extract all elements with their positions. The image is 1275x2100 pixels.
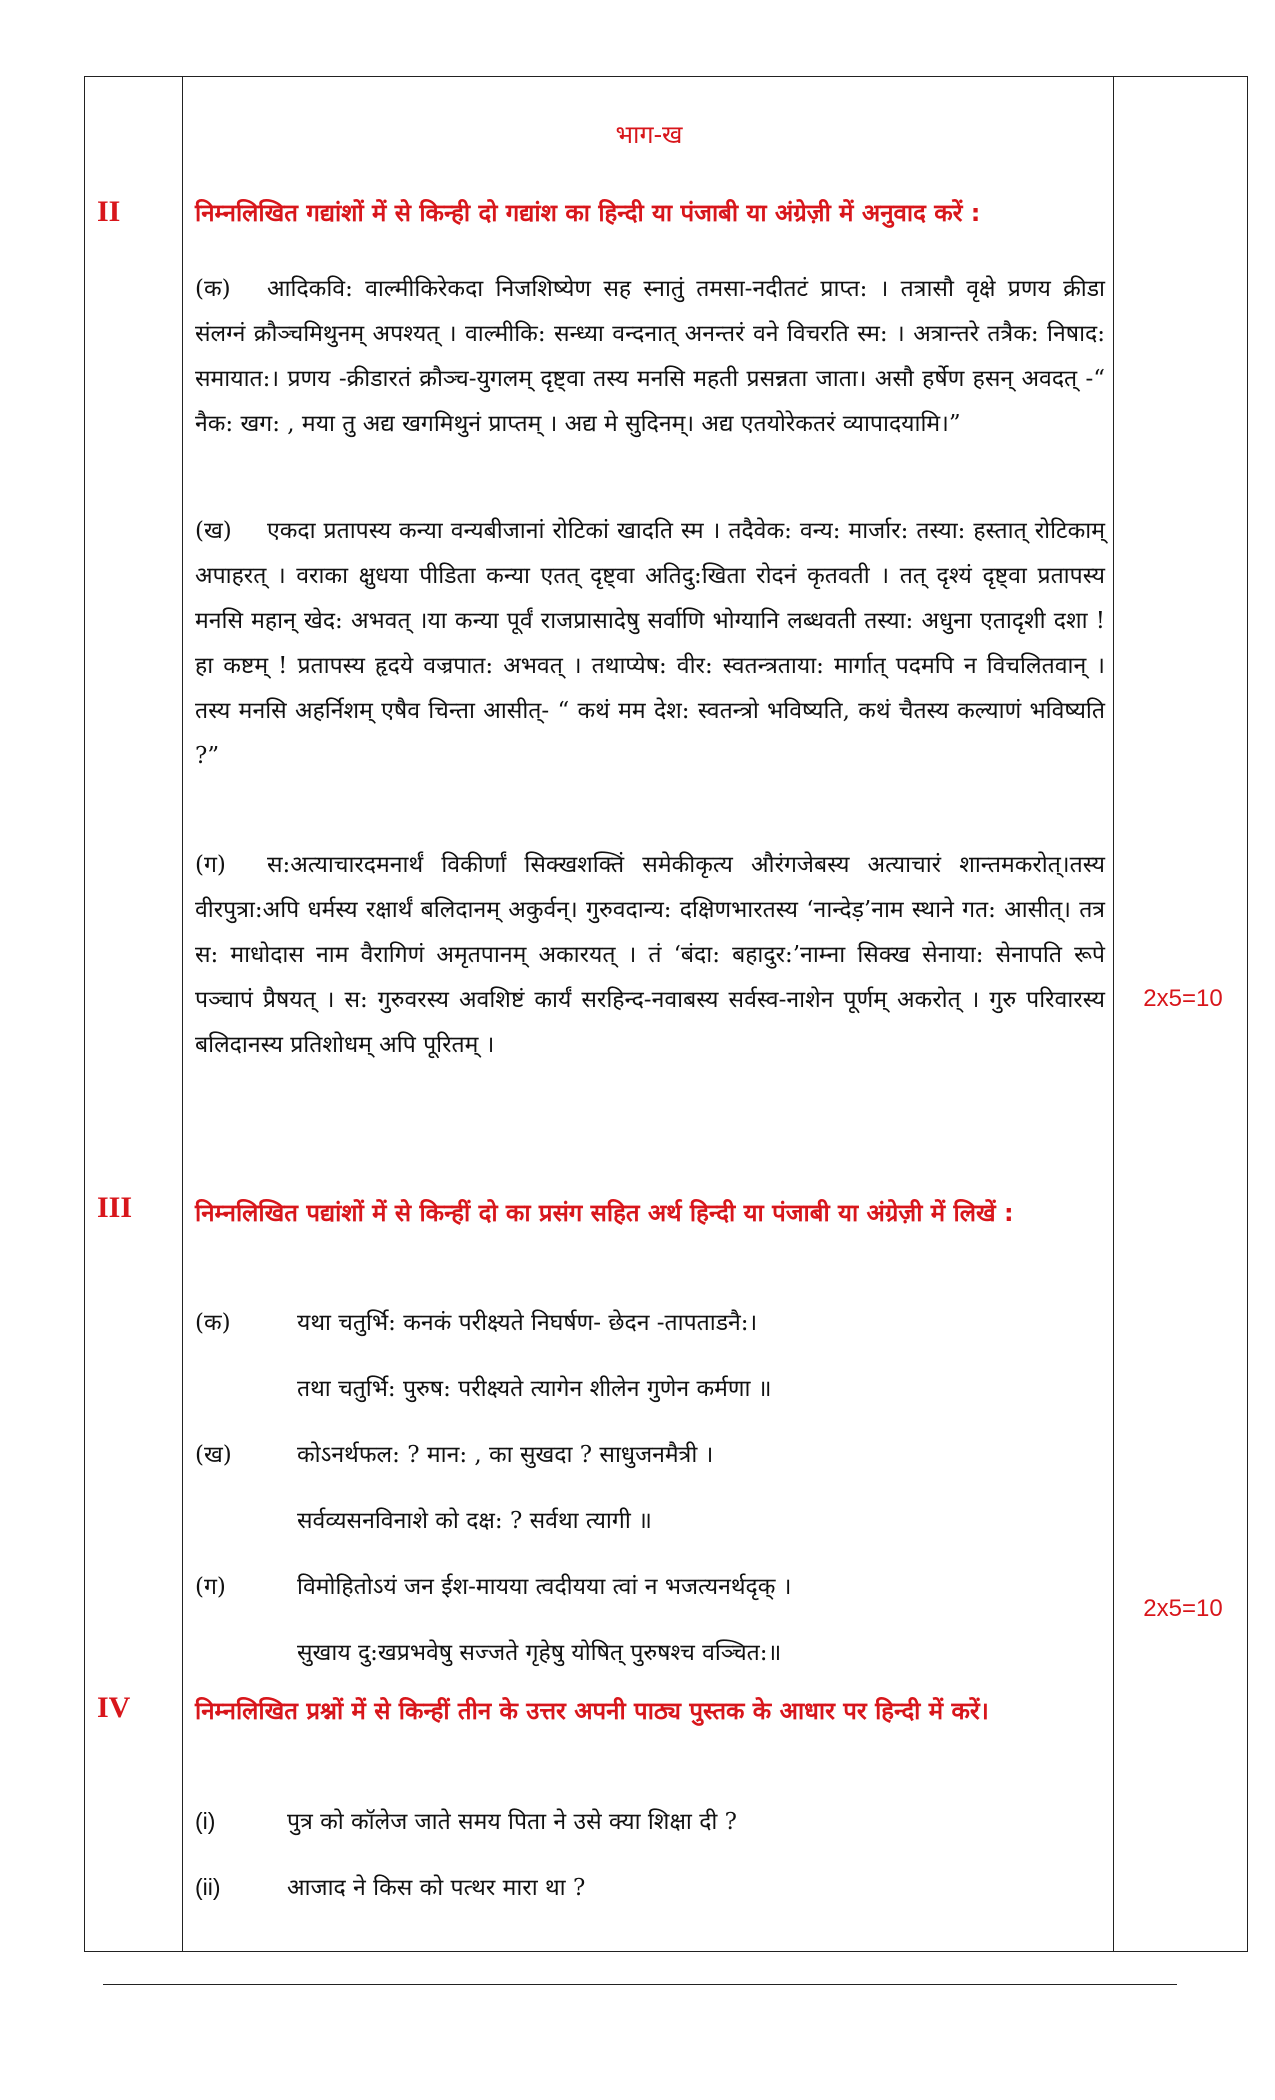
question-number-iv: IV — [97, 1691, 131, 1724]
passage-ka — [195, 267, 1105, 447]
verse-ka-line1 — [195, 1301, 1105, 1346]
passage-label: (क) — [195, 276, 231, 302]
verse-label: (क) — [195, 1310, 231, 1336]
verse-kha-line2: सर्वव्यसनविनाशे को दक्ष: ? सर्वथा त्यागी ॥ — [297, 1508, 652, 1534]
verse-text: यथा चतुर्भि: कनकं परीक्ष्यते निघर्षण- छेदन -तापताडनै:। — [297, 1310, 758, 1336]
question-number-iii: III — [97, 1191, 133, 1224]
column-divider-left — [182, 77, 183, 1951]
q3-heading: निम्नलिखित पद्यांशों में से किन्हीं दो का प्रसंग सहित अर्थ हिन्दी या पंजाबी या अंग्रेज़ी में लिखें : — [195, 1199, 1014, 1227]
question-table — [84, 76, 1248, 1952]
verse-ga-line2: सुखाय दु:खप्रभवेषु सज्जते गृहेषु योषित् पुरुषश्च वञ्चित:॥ — [297, 1640, 782, 1666]
verse-text: कोऽनर्थफल: ? मान: , का सुखदा ? साधुजनमैत्री । — [297, 1442, 714, 1468]
question-i — [195, 1799, 1105, 1845]
page-bottom-rule — [103, 1984, 1177, 1985]
q2-heading: निम्नलिखित गद्यांशों में से किन्ही दो गद्यांश का हिन्दी या पंजाबी या अंग्रेज़ी में अनुवाद करें : — [195, 199, 981, 227]
question-number-ii: II — [97, 195, 121, 228]
verse-ka-line2: तथा चतुर्भि: पुरुष: परीक्ष्यते त्यागेन शीलेन गुणेन कर्मणा ॥ — [297, 1376, 772, 1402]
verse-label: (ग) — [195, 1574, 226, 1600]
question-ii — [195, 1865, 1105, 1911]
passage-text: स:अत्याचारदमनार्थं विकीर्णां सिक्खशक्तिं समेकीकृत्य औरंगजेबस्य अत्याचारं शान्तमकरोत्।तस्य वीरपुत्रा:अपि धर्मस्य रक्षार्थं बलिदानम् अकुर्वन्। गुरुवदान्य: दक्षिणभारतस्य ‘नान्देड़’नाम स्थाने गत: आसीत्। तत्र स: माधोदास नाम वैरागिणं अमृतपानम् अकारयत् । तं ‘बंदा: बहादुर:’नाम्ना सिक्ख सेनाया: सेनापति रूपे पञ्चापं प्रैषयत् । स: गुरुवरस्य अवशिष्टं कार्यं सरहिन्द-नवाबस्य सर्वस्व-नाशेन पूर्णम् अकरोत् । गुरु परिवारस्य बलिदानस्य प्रतिशोधम् अपि पूरितम् । — [195, 852, 1105, 1058]
section-title: भाग-ख — [615, 120, 683, 149]
verse-text: विमोहितोऽयं जन ईश-मायया त्वदीयया त्वां न भजत्यनर्थदृक् । — [297, 1574, 792, 1600]
q4-heading: निम्नलिखित प्रश्नों में से किन्हीं तीन के उत्तर अपनी पाठ्य पुस्तक के आधार पर हिन्दी में करें। — [195, 1697, 989, 1725]
passage-label: (ग) — [195, 852, 226, 878]
passage-label: (ख) — [195, 518, 232, 544]
marks-q3: 2x5=10 — [1143, 1595, 1223, 1622]
passage-text: आदिकवि: वाल्मीकिरेकदा निजशिष्येण सह स्नातुं तमसा-नदीतटं प्राप्त: । तत्रासौ वृक्षे प्रणय क्रीडा संलग्नं क्रौञ्चमिथुनम् अपश्यत् । वाल्मीकि: सन्ध्या वन्दनात् अनन्तरं वने विचरति स्म: । अत्रान्तरे तत्रैक: निषाद: समायात:। प्रणय -क्रीडारतं क्रौञ्च-युगलम् दृष्ट्वा तस्य मनसि महती प्रसन्नता जाता। असौ हर्षेण हसन् अवदत् -“ नैक: खग: , मया तु अद्य खगमिथुनं प्राप्तम् । अद्य मे सुदिनम्। अद्य एतयोरेकतरं व्यापादयामि।” — [195, 276, 1105, 437]
passage-text: एकदा प्रतापस्य कन्या वन्यबीजानां रोटिकां खादति स्म । तदैवेक: वन्य: मार्जार: तस्या: हस्तात् रोटिकाम् अपाहरत् । वराका क्षुधया पीडिता कन्या एतत् दृष्ट्वा अतिदु:खिता रोदनं कृतवती । तत् दृश्यं दृष्ट्वा प्रतापस्य मनसि महान् खेद: अभवत् ।या कन्या पूर्वं राजप्रासादेषु सर्वाणि भोग्यानि लब्धवती तस्या: अधुना एतादृशी दशा ! हा कष्टम् ! प्रतापस्य हृदये वज्रपात: अभवत् । तथाप्येष: वीर: स्वतन्त्रताया: मार्गात् पदमपि न विचलितवान् । तस्य मनसि अहर्निशम् एषैव चिन्ता आसीत्- “ कथं मम देश: स्वतन्त्रो भविष्यति, कथं चैतस्य कल्याणं भविष्यति ?” — [195, 518, 1105, 769]
marks-q2: 2x5=10 — [1143, 985, 1223, 1012]
question-label: (i) — [195, 1808, 216, 1834]
passage-kha — [195, 509, 1105, 779]
question-label: (ii) — [195, 1874, 221, 1900]
verse-ga-line1 — [195, 1565, 1105, 1610]
verse-label: (ख) — [195, 1442, 232, 1468]
question-text: पुत्र को कॉलेज जाते समय पिता ने उसे क्या शिक्षा दी ? — [287, 1809, 738, 1835]
passage-ga — [195, 843, 1105, 1068]
question-text: आजाद ने किस को पत्थर मारा था ? — [287, 1875, 586, 1901]
verse-kha-line1 — [195, 1433, 1105, 1478]
